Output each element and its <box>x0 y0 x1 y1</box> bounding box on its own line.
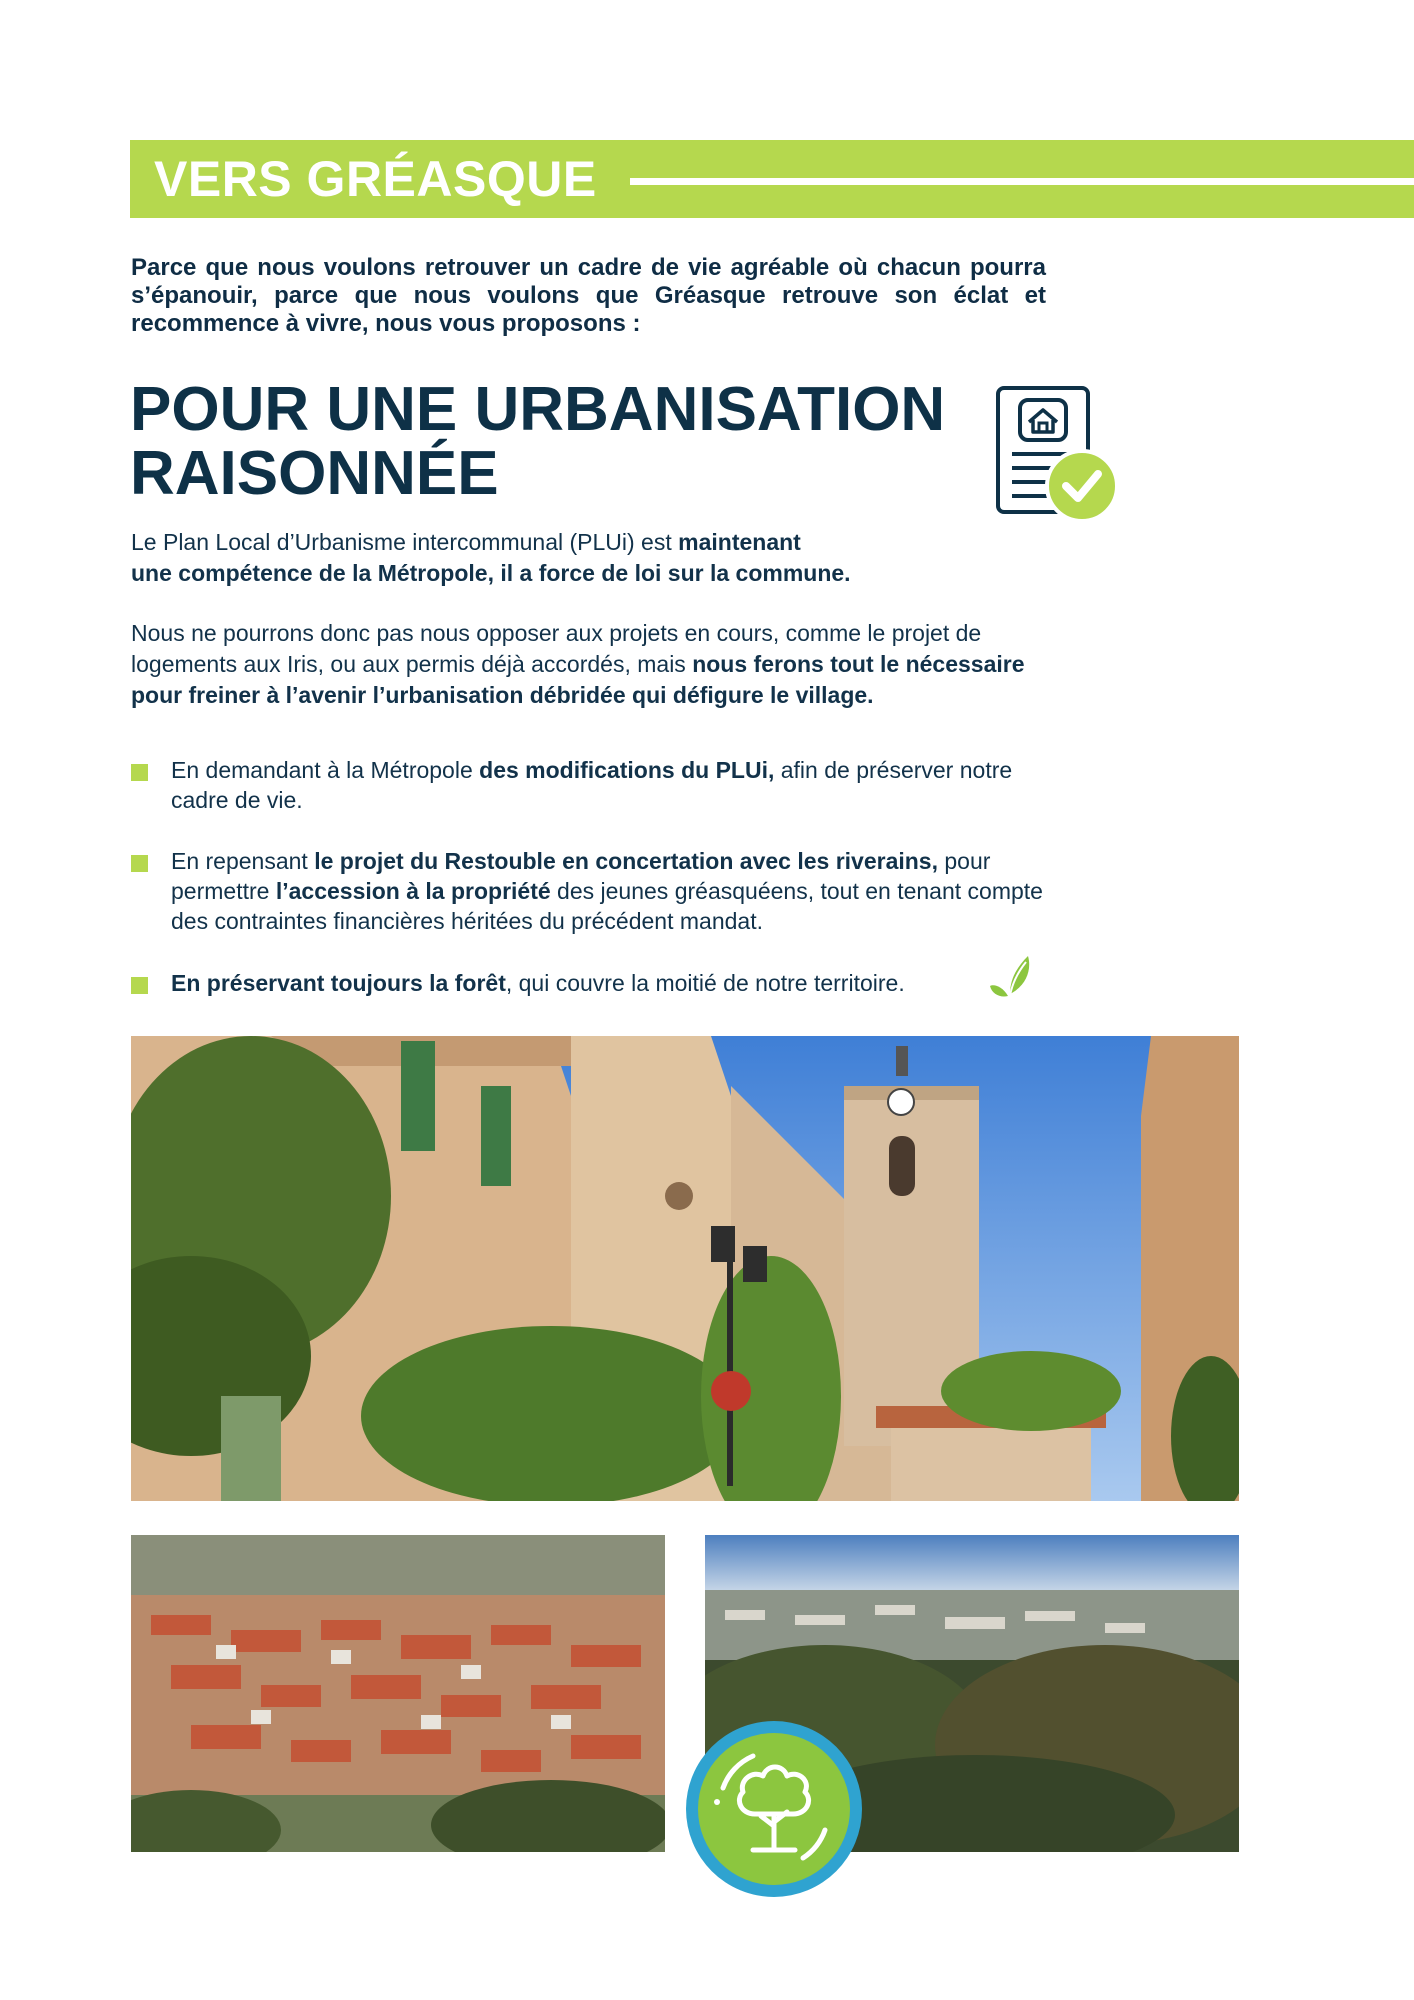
bullet-text: afin de préserver notre cadre de vie. <box>171 757 1013 813</box>
bullet-square <box>131 977 148 994</box>
heading-line-2: RAISONNÉE <box>130 439 499 508</box>
header-divider-line <box>630 178 1414 185</box>
section-header-band <box>130 140 1414 218</box>
paragraph-projects-emphasis: nous ferons tout le nécessaire pour freiner à l’avenir l’urbanisation débridée qui défigure le village. <box>131 651 1025 708</box>
village-street-photo <box>131 1036 1239 1501</box>
tree-badge-icon <box>683 1718 865 1900</box>
paragraph-projects <box>131 618 1051 711</box>
paragraph-projects-text: Nous ne pourrons donc pas nous opposer aux projets en cours, comme le projet de logements aux Iris, ou aux permis déjà accordés, mais <box>131 620 982 677</box>
intro-text: Parce que nous voulons retrouver un cadre de vie agréable où chacun pourra s’épanouir, parce que nous voulons que Gréasque retrouve son éclat et recommence à vivre, nous vous proposons : <box>131 254 1046 337</box>
bullet-square <box>131 855 148 872</box>
bullet-text: des jeunes gréasquéens, tout en tenant compte des contraintes financières héritées du précédent mandat. <box>171 878 1043 934</box>
paragraph-plui-text: Le Plan Local d’Urbanisme intercommunal (PLUi) est <box>131 529 679 555</box>
rooftops-photo <box>131 1535 665 1852</box>
list-item-text <box>171 846 1051 936</box>
bullet-emphasis: des modifications du PLUi, <box>479 757 775 783</box>
bullet-emphasis: le projet du Restouble en concertation avec les riverains, <box>314 848 938 874</box>
paragraph-plui-emphasis: maintenant <box>678 529 801 555</box>
bullet-square <box>131 764 148 781</box>
bullet-text: En repensant <box>171 848 315 874</box>
list-item-text <box>171 968 1051 998</box>
house-document-check-icon <box>992 384 1122 524</box>
bullet-emphasis: l’accession à la propriété <box>275 878 551 904</box>
bullet-text: pour permettre <box>171 848 991 904</box>
bullet-text: En demandant à la Métropole <box>171 757 480 783</box>
section-title: VERS GRÉASQUE <box>154 151 597 207</box>
paragraph-plui <box>131 527 1051 589</box>
bullet-emphasis: En préservant toujours la forêt <box>171 970 506 996</box>
leaf-icon <box>988 950 1034 1000</box>
page-heading <box>130 375 990 508</box>
list-item-text <box>171 755 1051 815</box>
bullet-text: , qui couvre la moitié de notre territoire. <box>505 970 905 996</box>
heading-line-1: POUR UNE URBANISATION <box>130 375 946 444</box>
paragraph-plui-emphasis-2: une compétence de la Métropole, il a force de loi sur la commune. <box>131 560 851 586</box>
